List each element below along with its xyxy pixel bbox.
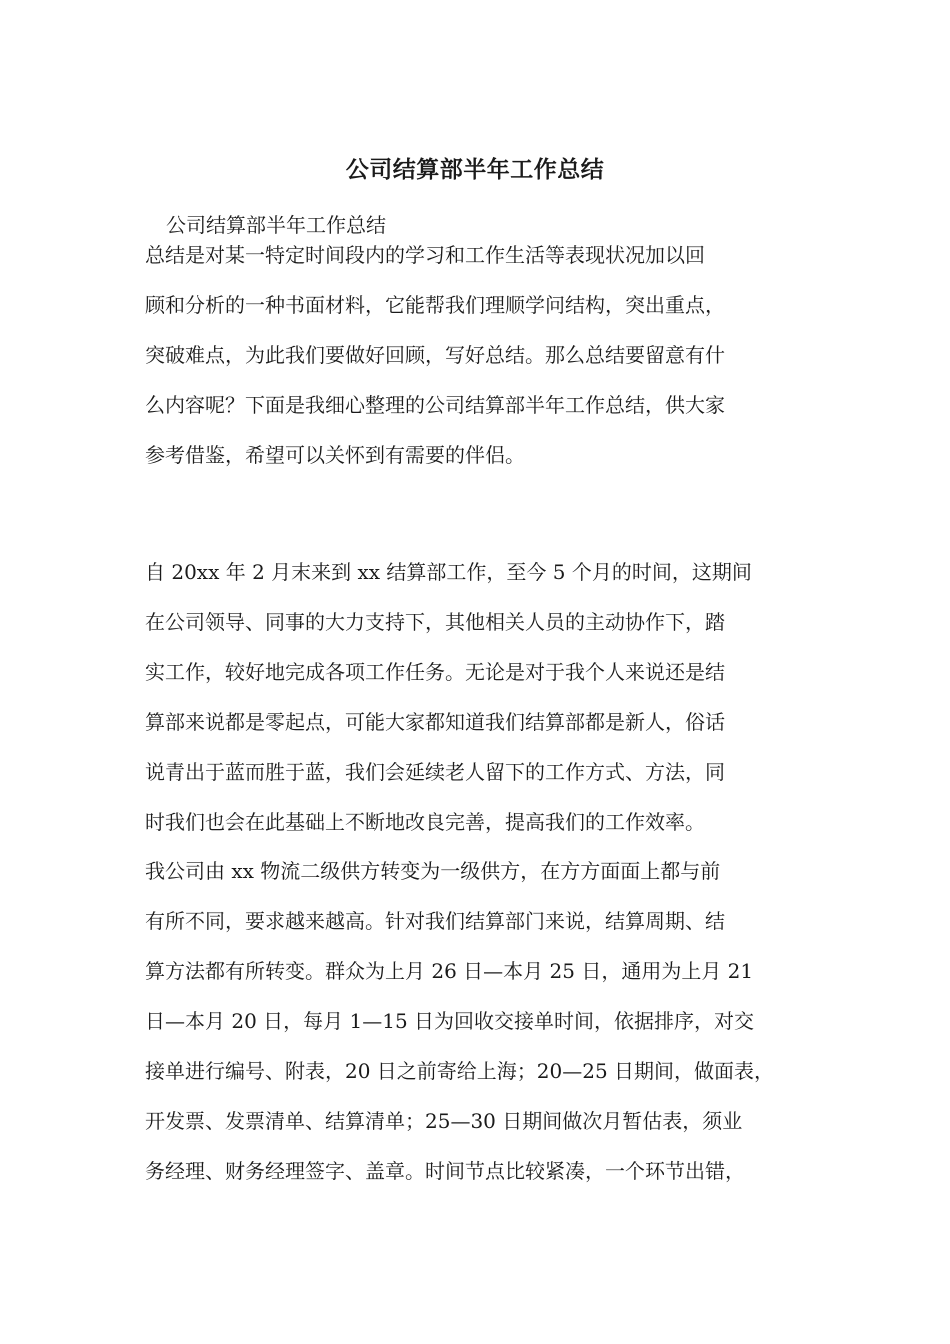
paragraph-line: 务经理、财务经理签字、盖章。时间节点比较紧凑，一个环节出错， (145, 1159, 745, 1183)
paragraph-line: 我公司由 xx 物流二级供方转变为一级供方，在方方面面上都与前 (145, 859, 721, 883)
paragraph-line: 接单进行编号、附表，20 日之前寄给上海；20—25 日期间，做面表， (145, 1059, 775, 1083)
paragraph-line: 在公司领导、同事的大力支持下，其他相关人员的主动协作下，踏 (145, 610, 725, 634)
paragraph-intro (145, 230, 815, 480)
paragraph-work-review (145, 547, 815, 847)
paragraph-line: 有所不同，要求越来越高。针对我们结算部门来说，结算周期、结 (145, 909, 725, 933)
paragraph-settlement-cycle (145, 846, 815, 1196)
paragraph-line: 时我们也会在此基础上不断地改良完善，提高我们的工作效率。 (145, 810, 705, 834)
paragraph-line: 突破难点，为此我们要做好回顾，写好总结。那么总结要留意有什 (145, 343, 725, 367)
paragraph-line: 日—本月 20 日，每月 1—15 日为回收交接单时间，依据排序，对交 (145, 1009, 755, 1033)
paragraph-line: 自 20xx 年 2 月末来到 xx 结算部工作，至今 5 个月的时间，这期间 (145, 560, 752, 584)
paragraph-line: 参考借鉴，希望可以关怀到有需要的伴侣。 (145, 443, 525, 467)
paragraph-line: 说青出于蓝而胜于蓝，我们会延续老人留下的工作方式、方法，同 (145, 760, 725, 784)
paragraph-line: 算方法都有所转变。群众为上月 26 日—本月 25 日，通用为上月 21 (145, 959, 754, 983)
paragraph-line: 实工作，较好地完成各项工作任务。无论是对于我个人来说还是结 (145, 660, 725, 684)
paragraph-line: 算部来说都是零起点，可能大家都知道我们结算部都是新人，俗话 (145, 710, 725, 734)
document-title: 公司结算部半年工作总结 (345, 156, 605, 183)
paragraph-line: 么内容呢？下面是我细心整理的公司结算部半年工作总结，供大家 (145, 393, 725, 417)
paragraph-line: 总结是对某一特定时间段内的学习和工作生活等表现状况加以回 (145, 243, 705, 267)
document-subtitle: 公司结算部半年工作总结 (166, 213, 386, 237)
paragraph-line: 开发票、发票清单、结算清单；25—30 日期间做次月暂估表，须业 (145, 1109, 743, 1133)
paragraph-line: 顾和分析的一种书面材料，它能帮我们理顺学问结构，突出重点， (145, 293, 725, 317)
